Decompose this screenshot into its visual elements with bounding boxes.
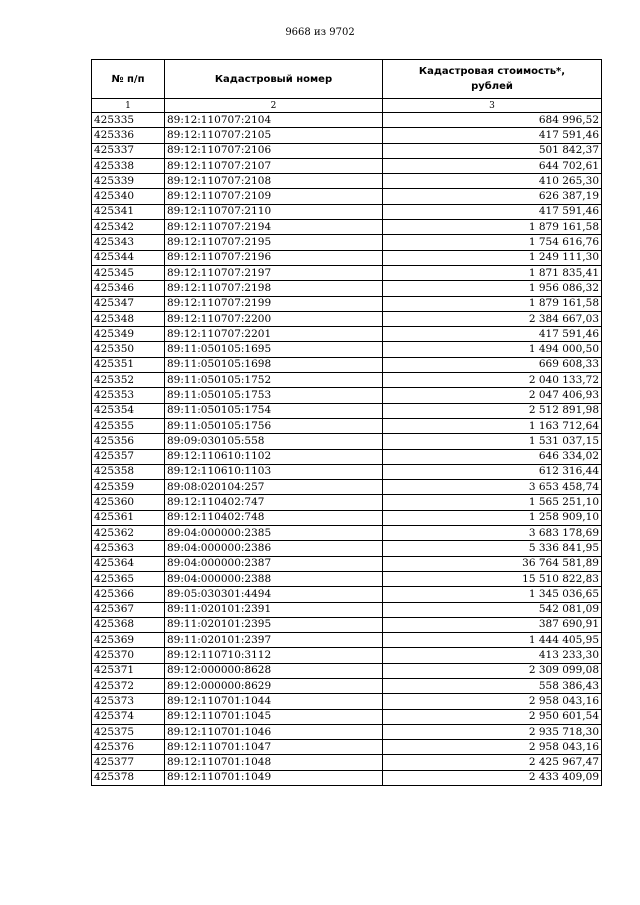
row-number: 425371 — [92, 663, 165, 678]
cadastral-number: 89:12:110707:2197 — [165, 265, 383, 280]
cadastral-value: 684 996,52 — [383, 113, 602, 128]
table-row — [92, 373, 602, 388]
table-row — [92, 220, 602, 235]
cadastral-number: 89:11:020101:2395 — [165, 617, 383, 632]
row-number: 425357 — [92, 449, 165, 464]
table-row — [92, 113, 602, 128]
cadastral-value: 1 956 086,32 — [383, 281, 602, 296]
cadastral-value: 558 386,43 — [383, 678, 602, 693]
cadastral-value: 2 047 406,93 — [383, 388, 602, 403]
cadastral-value: 1 879 161,58 — [383, 220, 602, 235]
cadastral-number: 89:12:110707:2201 — [165, 327, 383, 342]
cadastral-value: 1 345 036,65 — [383, 587, 602, 602]
table-row — [92, 740, 602, 755]
cadastral-number: 89:05:030301:4494 — [165, 587, 383, 602]
cadastral-value: 542 081,09 — [383, 602, 602, 617]
row-number: 425354 — [92, 403, 165, 418]
cadastral-number: 89:12:000000:8628 — [165, 663, 383, 678]
table-row — [92, 296, 602, 311]
table-row — [92, 327, 602, 342]
cadastral-value: 626 387,19 — [383, 189, 602, 204]
cadastral-value: 646 334,02 — [383, 449, 602, 464]
cadastral-value: 2 433 409,09 — [383, 770, 602, 785]
column-number-3: 3 — [383, 99, 602, 113]
row-number: 425376 — [92, 740, 165, 755]
row-number: 425351 — [92, 357, 165, 372]
row-number: 425378 — [92, 770, 165, 785]
cadastral-number: 89:11:020101:2391 — [165, 602, 383, 617]
row-number: 425355 — [92, 418, 165, 433]
cadastral-number: 89:12:110707:2109 — [165, 189, 383, 204]
table-row — [92, 128, 602, 143]
row-number: 425352 — [92, 373, 165, 388]
row-number: 425348 — [92, 311, 165, 326]
cadastral-value: 1 531 037,15 — [383, 434, 602, 449]
cadastral-number: 89:12:110707:2200 — [165, 311, 383, 326]
cadastral-value: 1 871 835,41 — [383, 265, 602, 280]
row-number: 425377 — [92, 755, 165, 770]
cadastral-value: 5 336 841,95 — [383, 541, 602, 556]
table-row — [92, 663, 602, 678]
row-number: 425358 — [92, 464, 165, 479]
cadastral-value: 644 702,61 — [383, 158, 602, 173]
table-row — [92, 648, 602, 663]
row-number: 425337 — [92, 143, 165, 158]
row-number: 425368 — [92, 617, 165, 632]
row-number: 425344 — [92, 250, 165, 265]
cadastral-value: 2 958 043,16 — [383, 740, 602, 755]
row-number: 425373 — [92, 694, 165, 709]
cadastral-value-table — [91, 59, 602, 786]
cadastral-value: 1 494 000,50 — [383, 342, 602, 357]
row-number: 425343 — [92, 235, 165, 250]
column-header-cadastral-number-label: Кадастровый номер — [214, 73, 333, 85]
cadastral-value: 612 316,44 — [383, 464, 602, 479]
cadastral-number: 89:12:110610:1102 — [165, 449, 383, 464]
cadastral-value: 417 591,46 — [383, 204, 602, 219]
table-row — [92, 617, 602, 632]
cadastral-number: 89:12:110701:1044 — [165, 694, 383, 709]
cadastral-value: 15 510 822,83 — [383, 571, 602, 586]
row-number: 425366 — [92, 587, 165, 602]
cadastral-number: 89:12:110701:1046 — [165, 724, 383, 739]
cadastral-number: 89:12:110610:1103 — [165, 464, 383, 479]
cadastral-number: 89:04:000000:2388 — [165, 571, 383, 586]
table-row — [92, 770, 602, 785]
cadastral-value: 3 653 458,74 — [383, 480, 602, 495]
row-number: 425356 — [92, 434, 165, 449]
row-number: 425339 — [92, 174, 165, 189]
row-number: 425372 — [92, 678, 165, 693]
table-row — [92, 694, 602, 709]
cadastral-number: 89:12:110701:1047 — [165, 740, 383, 755]
row-number: 425360 — [92, 495, 165, 510]
table-row — [92, 158, 602, 173]
cadastral-value: 1 444 405,95 — [383, 633, 602, 648]
cadastral-number: 89:11:050105:1695 — [165, 342, 383, 357]
row-number: 425361 — [92, 510, 165, 525]
table-row — [92, 541, 602, 556]
cadastral-value: 2 384 667,03 — [383, 311, 602, 326]
cadastral-value: 387 690,91 — [383, 617, 602, 632]
table-row — [92, 602, 602, 617]
page-counter: 9668 из 9702 — [285, 27, 355, 38]
cadastral-number: 89:12:110402:747 — [165, 495, 383, 510]
cadastral-value: 1 258 909,10 — [383, 510, 602, 525]
column-header-number — [92, 60, 165, 99]
table-row — [92, 342, 602, 357]
table-row — [92, 571, 602, 586]
row-number: 425369 — [92, 633, 165, 648]
table-row — [92, 755, 602, 770]
table-body — [92, 113, 602, 786]
row-number: 425359 — [92, 480, 165, 495]
table-row — [92, 174, 602, 189]
table-row — [92, 357, 602, 372]
cadastral-value: 2 309 099,08 — [383, 663, 602, 678]
cadastral-number: 89:04:000000:2385 — [165, 526, 383, 541]
row-number: 425375 — [92, 724, 165, 739]
table-row — [92, 311, 602, 326]
row-number: 425370 — [92, 648, 165, 663]
cadastral-number: 89:12:110707:2107 — [165, 158, 383, 173]
cadastral-value: 1 754 616,76 — [383, 235, 602, 250]
row-number: 425338 — [92, 158, 165, 173]
table-row — [92, 281, 602, 296]
cadastral-value: 1 249 111,30 — [383, 250, 602, 265]
cadastral-value: 1 565 251,10 — [383, 495, 602, 510]
table-row — [92, 587, 602, 602]
cadastral-number: 89:11:050105:1752 — [165, 373, 383, 388]
cadastral-number: 89:12:110710:3112 — [165, 648, 383, 663]
cadastral-number: 89:12:110402:748 — [165, 510, 383, 525]
cadastral-number: 89:12:110701:1045 — [165, 709, 383, 724]
column-number-row — [92, 99, 602, 113]
cadastral-number: 89:09:030105:558 — [165, 434, 383, 449]
column-header-cadastral-number — [165, 60, 383, 99]
cadastral-value: 410 265,30 — [383, 174, 602, 189]
table-row — [92, 678, 602, 693]
column-header-cadastral-value-line2: рублей — [471, 81, 513, 92]
cadastral-number: 89:04:000000:2386 — [165, 541, 383, 556]
row-number: 425341 — [92, 204, 165, 219]
cadastral-value: 3 683 178,69 — [383, 526, 602, 541]
column-header-cadastral-value-line1: Кадастровая стоимость*, — [418, 66, 566, 77]
cadastral-value: 669 608,33 — [383, 357, 602, 372]
table-row — [92, 204, 602, 219]
table-row — [92, 709, 602, 724]
cadastral-number: 89:12:110707:2105 — [165, 128, 383, 143]
row-number: 425363 — [92, 541, 165, 556]
column-header-number-label: № п/п — [111, 73, 145, 85]
table-row — [92, 633, 602, 648]
row-number: 425346 — [92, 281, 165, 296]
table-row — [92, 510, 602, 525]
cadastral-value: 36 764 581,89 — [383, 556, 602, 571]
row-number: 425362 — [92, 526, 165, 541]
cadastral-number: 89:12:110707:2106 — [165, 143, 383, 158]
cadastral-number: 89:11:050105:1754 — [165, 403, 383, 418]
row-number: 425335 — [92, 113, 165, 128]
row-number: 425342 — [92, 220, 165, 235]
table-row — [92, 449, 602, 464]
cadastral-number: 89:11:050105:1753 — [165, 388, 383, 403]
cadastral-value: 2 935 718,30 — [383, 724, 602, 739]
table-row — [92, 143, 602, 158]
table-row — [92, 464, 602, 479]
cadastral-number: 89:12:110707:2104 — [165, 113, 383, 128]
cadastral-number: 89:12:110701:1048 — [165, 755, 383, 770]
row-number: 425367 — [92, 602, 165, 617]
column-number-1: 1 — [92, 99, 165, 113]
cadastral-number: 89:12:110707:2198 — [165, 281, 383, 296]
cadastral-number: 89:08:020104:257 — [165, 480, 383, 495]
row-number: 425336 — [92, 128, 165, 143]
row-number: 425364 — [92, 556, 165, 571]
table-row — [92, 724, 602, 739]
cadastral-value: 1 163 712,64 — [383, 418, 602, 433]
table-row — [92, 250, 602, 265]
table-row — [92, 526, 602, 541]
row-number: 425349 — [92, 327, 165, 342]
table-row — [92, 434, 602, 449]
table-row — [92, 556, 602, 571]
table-row — [92, 403, 602, 418]
row-number: 425345 — [92, 265, 165, 280]
table-row — [92, 388, 602, 403]
column-header-cadastral-value — [383, 60, 602, 99]
table-row — [92, 189, 602, 204]
cadastral-value: 2 958 043,16 — [383, 694, 602, 709]
cadastral-number: 89:11:050105:1698 — [165, 357, 383, 372]
cadastral-number: 89:11:020101:2397 — [165, 633, 383, 648]
cadastral-number: 89:12:110707:2110 — [165, 204, 383, 219]
cadastral-value: 413 233,30 — [383, 648, 602, 663]
cadastral-number: 89:12:110707:2195 — [165, 235, 383, 250]
row-number: 425374 — [92, 709, 165, 724]
row-number: 425340 — [92, 189, 165, 204]
cadastral-value: 2 950 601,54 — [383, 709, 602, 724]
cadastral-value: 1 879 161,58 — [383, 296, 602, 311]
cadastral-number: 89:11:050105:1756 — [165, 418, 383, 433]
column-number-2: 2 — [165, 99, 383, 113]
row-number: 425347 — [92, 296, 165, 311]
cadastral-value: 417 591,46 — [383, 128, 602, 143]
table-header-row — [92, 60, 602, 99]
row-number: 425350 — [92, 342, 165, 357]
table-row — [92, 495, 602, 510]
table-row — [92, 418, 602, 433]
cadastral-value: 417 591,46 — [383, 327, 602, 342]
row-number: 425353 — [92, 388, 165, 403]
cadastral-value: 501 842,37 — [383, 143, 602, 158]
cadastral-value: 2 040 133,72 — [383, 373, 602, 388]
cadastral-number: 89:12:110707:2194 — [165, 220, 383, 235]
row-number: 425365 — [92, 571, 165, 586]
table-row — [92, 265, 602, 280]
cadastral-number: 89:12:110707:2196 — [165, 250, 383, 265]
table-row — [92, 235, 602, 250]
cadastral-value: 2 512 891,98 — [383, 403, 602, 418]
table-row — [92, 480, 602, 495]
cadastral-number: 89:12:000000:8629 — [165, 678, 383, 693]
cadastral-number: 89:04:000000:2387 — [165, 556, 383, 571]
cadastral-number: 89:12:110701:1049 — [165, 770, 383, 785]
cadastral-number: 89:12:110707:2108 — [165, 174, 383, 189]
cadastral-value: 2 425 967,47 — [383, 755, 602, 770]
cadastral-number: 89:12:110707:2199 — [165, 296, 383, 311]
